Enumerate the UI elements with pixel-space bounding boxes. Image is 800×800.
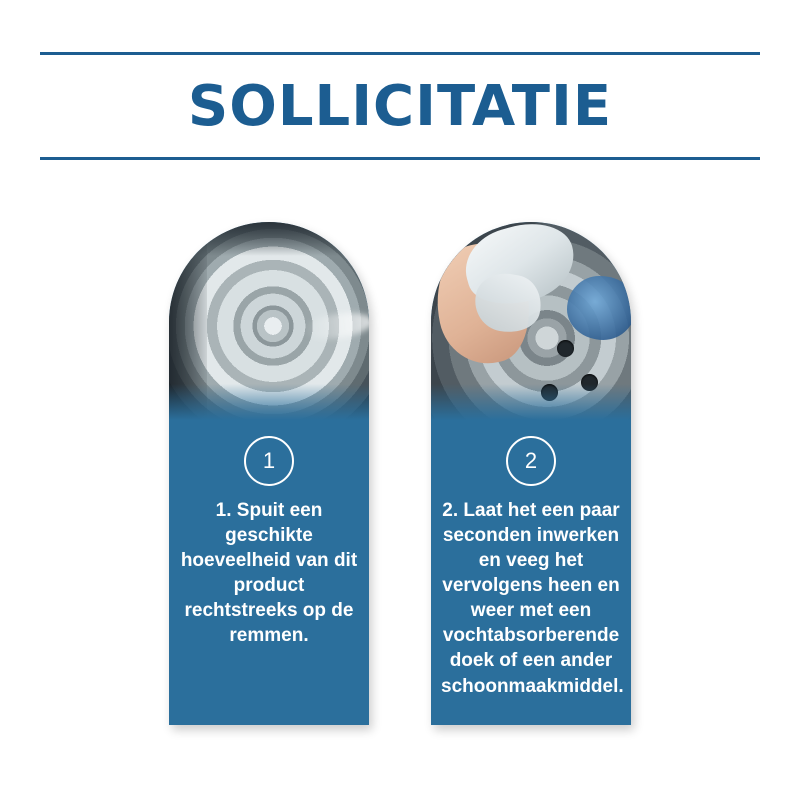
- header: [40, 52, 760, 160]
- photo-2-fade: [431, 384, 631, 422]
- step-card-2: [431, 222, 631, 725]
- page-title: SOLLICITATIE: [187, 74, 613, 139]
- step-card-1: [169, 222, 369, 725]
- step-1-number-badge: 1: [244, 436, 294, 486]
- header-bottom-rule: [40, 157, 760, 160]
- photo-1-fade: [169, 384, 369, 422]
- hub-bolt-hole-icon: [557, 340, 574, 357]
- step-2-photo: [431, 222, 631, 422]
- step-1-photo: [169, 222, 369, 422]
- step-2-text: 2. Laat het een paar seconden inwerken en veeg het vervolgens heen en weer met een vochtabsorberende doek of een ander schoonmaakmiddel.: [441, 500, 624, 697]
- photo-1-top-shade: [169, 222, 369, 256]
- step-2-number-badge: 2: [506, 436, 556, 486]
- step-1-text: 1. Spuit een geschikte hoeveelheid van dit product rechtstreeks op de remmen.: [180, 500, 358, 647]
- steps-container: [0, 222, 800, 725]
- photo-2-blue-part: [567, 276, 631, 340]
